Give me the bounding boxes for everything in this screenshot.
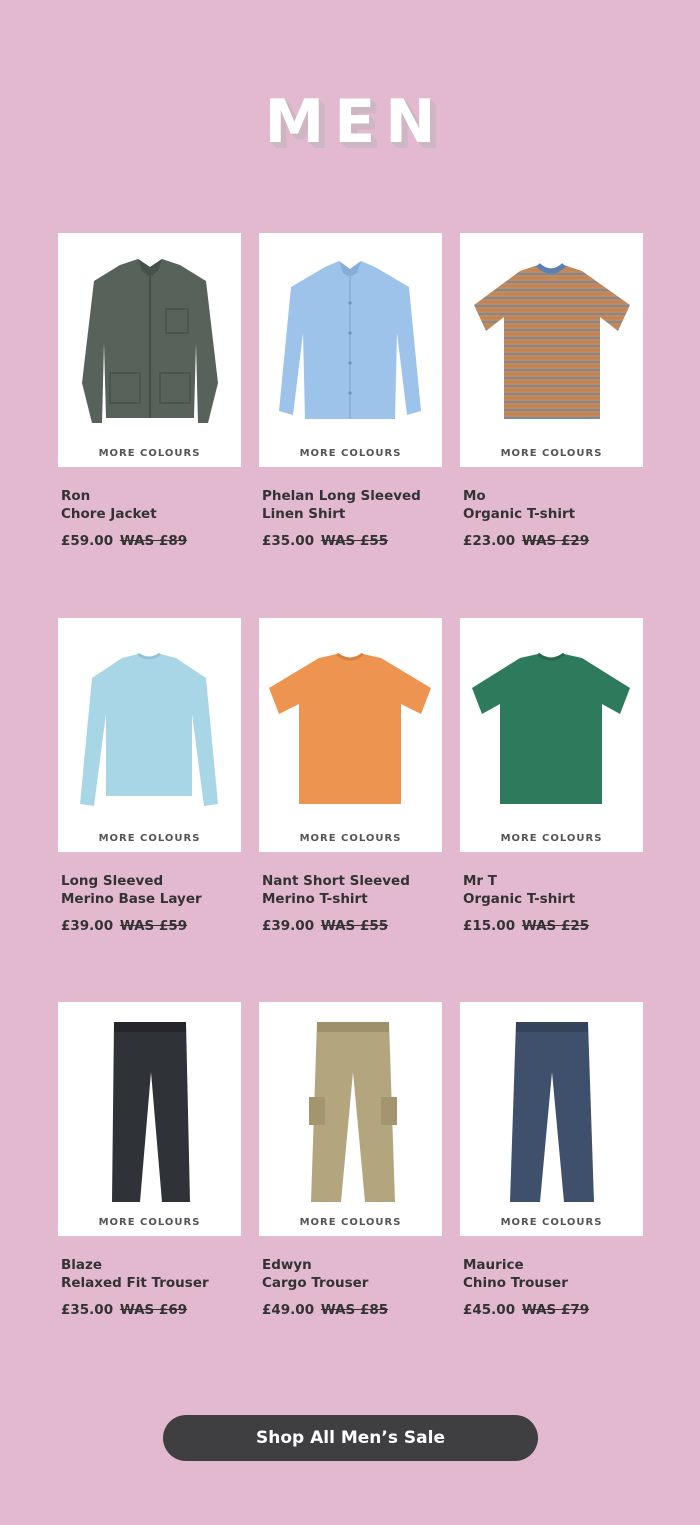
- more-colours-label[interactable]: MORE COLOURS: [98, 448, 201, 459]
- product-price: [259, 918, 442, 934]
- product-name-line1[interactable]: Ron: [61, 488, 91, 504]
- product-name[interactable]: [259, 1256, 442, 1292]
- product-name-line1[interactable]: Long Sleeved: [61, 873, 164, 889]
- product-tile-mr-t-organic-tshirt[interactable]: [460, 618, 643, 934]
- product-name[interactable]: [259, 872, 442, 908]
- trouser-image: [58, 1002, 241, 1202]
- product-image-card[interactable]: [259, 233, 442, 467]
- cargo-trouser-image: [259, 1002, 442, 1202]
- was-price: WAS £55: [320, 533, 389, 549]
- product-tile-maurice-chino-trouser[interactable]: [460, 1002, 643, 1318]
- more-colours-label[interactable]: MORE COLOURS: [299, 1217, 402, 1228]
- longsleeve-image: [58, 618, 241, 818]
- sale-price: £39.00: [262, 918, 315, 934]
- product-tile-nant-merino-tshirt[interactable]: [259, 618, 442, 934]
- was-price: WAS £85: [320, 1302, 389, 1318]
- product-image-card[interactable]: [259, 618, 442, 852]
- product-image-card[interactable]: [460, 618, 643, 852]
- shop-all-mens-sale-button[interactable]: Shop All Men’s Sale: [163, 1415, 538, 1461]
- sale-price: £23.00: [463, 533, 516, 549]
- sale-price: £59.00: [61, 533, 114, 549]
- product-image-card[interactable]: [460, 1002, 643, 1236]
- was-price: WAS £59: [119, 918, 188, 934]
- tshirt-image: [460, 618, 643, 818]
- jacket-image: [58, 233, 241, 433]
- product-tile-ron-chore-jacket[interactable]: [58, 233, 241, 549]
- product-name-line2[interactable]: Cargo Trouser: [262, 1275, 369, 1291]
- was-price: WAS £79: [521, 1302, 590, 1318]
- product-name-line2[interactable]: Merino T-shirt: [262, 891, 368, 907]
- product-name-line1[interactable]: Nant Short Sleeved: [262, 873, 410, 889]
- product-image-card[interactable]: [259, 1002, 442, 1236]
- sale-price: £45.00: [463, 1302, 516, 1318]
- sale-price: £35.00: [61, 1302, 114, 1318]
- tshirt-image: [259, 618, 442, 818]
- more-colours-label[interactable]: MORE COLOURS: [500, 1217, 603, 1228]
- product-name-line1[interactable]: Maurice: [463, 1257, 524, 1273]
- sale-price: £39.00: [61, 918, 114, 934]
- product-price: [259, 533, 442, 549]
- product-name-line2[interactable]: Organic T-shirt: [463, 891, 576, 907]
- striped-tshirt-image: [460, 233, 643, 433]
- product-name[interactable]: [58, 1256, 241, 1292]
- product-tile-edwyn-cargo-trouser[interactable]: [259, 1002, 442, 1318]
- section-heading: [0, 87, 700, 157]
- product-image-card[interactable]: [58, 618, 241, 852]
- product-name-line1[interactable]: Blaze: [61, 1257, 103, 1273]
- product-image-card[interactable]: [58, 1002, 241, 1236]
- more-colours-label[interactable]: MORE COLOURS: [299, 833, 402, 844]
- product-name-line2[interactable]: Chino Trouser: [463, 1275, 568, 1291]
- product-name-line1[interactable]: Phelan Long Sleeved: [262, 488, 421, 504]
- more-colours-label[interactable]: MORE COLOURS: [299, 448, 402, 459]
- product-tile-mo-organic-tshirt[interactable]: [460, 233, 643, 549]
- chino-trouser-image: [460, 1002, 643, 1202]
- more-colours-label[interactable]: MORE COLOURS: [98, 1217, 201, 1228]
- section-title: MEN: [264, 87, 446, 157]
- product-name-line2[interactable]: Merino Base Layer: [61, 891, 202, 907]
- product-name[interactable]: [58, 872, 241, 908]
- product-price: [460, 1302, 643, 1318]
- product-tile-phelan-linen-shirt[interactable]: [259, 233, 442, 549]
- product-price: [58, 1302, 241, 1318]
- product-name-line2[interactable]: Linen Shirt: [262, 506, 346, 522]
- product-name[interactable]: [460, 487, 643, 523]
- more-colours-label[interactable]: MORE COLOURS: [98, 833, 201, 844]
- product-price: [58, 918, 241, 934]
- product-price: [58, 533, 241, 549]
- was-price: WAS £25: [521, 918, 590, 934]
- product-name-line1[interactable]: Edwyn: [262, 1257, 312, 1273]
- product-price: [460, 533, 643, 549]
- product-name-line1[interactable]: Mr T: [463, 873, 498, 889]
- sale-price: £15.00: [463, 918, 516, 934]
- product-price: [259, 1302, 442, 1318]
- sale-price: £49.00: [262, 1302, 315, 1318]
- product-image-card[interactable]: [58, 233, 241, 467]
- product-tile-merino-base-layer[interactable]: [58, 618, 241, 934]
- shirt-image: [259, 233, 442, 433]
- more-colours-label[interactable]: MORE COLOURS: [500, 833, 603, 844]
- more-colours-label[interactable]: MORE COLOURS: [500, 448, 603, 459]
- product-name-line2[interactable]: Relaxed Fit Trouser: [61, 1275, 209, 1291]
- product-image-card[interactable]: [460, 233, 643, 467]
- sale-price: £35.00: [262, 533, 315, 549]
- was-price: WAS £29: [521, 533, 590, 549]
- product-price: [460, 918, 643, 934]
- was-price: WAS £69: [119, 1302, 188, 1318]
- product-name[interactable]: [58, 487, 241, 523]
- product-name-line1[interactable]: Mo: [463, 488, 486, 504]
- product-name[interactable]: [259, 487, 442, 523]
- product-name-line2[interactable]: Organic T-shirt: [463, 506, 576, 522]
- was-price: WAS £55: [320, 918, 389, 934]
- was-price: WAS £89: [119, 533, 188, 549]
- product-tile-blaze-trouser[interactable]: [58, 1002, 241, 1318]
- product-name[interactable]: [460, 1256, 643, 1292]
- product-name[interactable]: [460, 872, 643, 908]
- product-name-line2[interactable]: Chore Jacket: [61, 506, 157, 522]
